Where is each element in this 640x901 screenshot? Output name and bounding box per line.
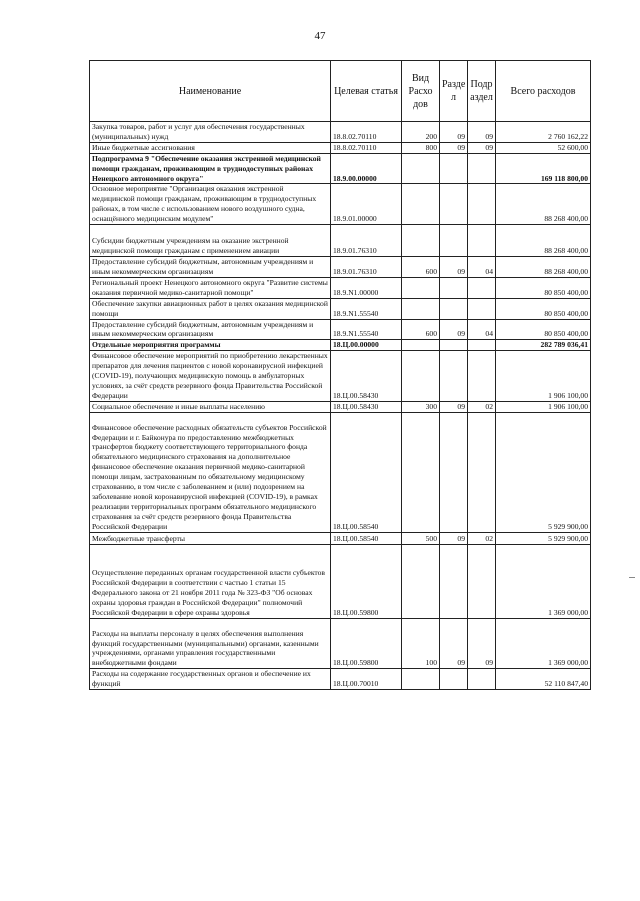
row-expense-type: 600 (402, 319, 440, 340)
table-row (90, 532, 591, 544)
row-section (440, 153, 468, 184)
row-expense-type (402, 412, 440, 532)
row-expense-type (402, 184, 440, 225)
row-name: Межбюджетные трансферты (90, 532, 331, 544)
row-name: Финансовое обеспечение мероприятий по приобретению лекарственных препаратов для лечения пациентов с новой коронавирусной инфекцией (COVID-19), получающих медицинскую помощь в амбулаторных условиях, за счёт средств резервного фонда Правительства Российской Федерации (90, 351, 331, 402)
table-row (90, 277, 591, 298)
budget-table (89, 60, 591, 690)
row-subsection: 02 (468, 532, 496, 544)
row-target-article: 18.9.01.00000 (331, 184, 402, 225)
row-amount: 5 929 900,00 (496, 412, 591, 532)
table-row (90, 298, 591, 319)
row-target-article: 18.Ц.00.70010 (331, 669, 402, 690)
header-target-article: Целевая статья (331, 61, 402, 122)
table-row (90, 401, 591, 412)
row-target-article: 18.9.N1.55540 (331, 319, 402, 340)
row-section: 09 (440, 401, 468, 412)
row-section (440, 298, 468, 319)
row-expense-type (402, 277, 440, 298)
header-section: Разде л (440, 61, 468, 122)
table-row (90, 257, 591, 278)
row-name: Основное мероприятие "Организация оказания экстренной медицинской помощи гражданам, проживающим в труднодоступных районах, в том числе с использованием нового воздушного судна, оснащённого медицинским модулем" (90, 184, 331, 225)
row-amount: 52 600,00 (496, 142, 591, 153)
row-expense-type: 500 (402, 532, 440, 544)
row-section (440, 225, 468, 257)
row-amount: 2 760 162,22 (496, 122, 591, 143)
row-subsection: 09 (468, 122, 496, 143)
row-target-article: 18.Ц.00.59800 (331, 544, 402, 618)
header-subsection: Подр аздел (468, 61, 496, 122)
row-subsection (468, 277, 496, 298)
row-target-article: 18.9.N1.55540 (331, 298, 402, 319)
row-amount: 1 369 000,00 (496, 618, 591, 669)
row-amount: 88 268 400,00 (496, 184, 591, 225)
row-section (440, 669, 468, 690)
row-name: Субсидии бюджетным учреждениям на оказание экстренной медицинской помощи гражданам с применением авиации (90, 225, 331, 257)
row-subsection (468, 412, 496, 532)
row-subsection: 09 (468, 142, 496, 153)
row-target-article: 18.9.01.76310 (331, 225, 402, 257)
row-expense-type: 300 (402, 401, 440, 412)
row-subsection (468, 225, 496, 257)
row-section: 09 (440, 257, 468, 278)
row-section (440, 412, 468, 532)
row-amount: 1 369 000,00 (496, 544, 591, 618)
row-name: Расходы на выплаты персоналу в целях обеспечения выполнения функций государственными (муниципальными) органами, казенными учреждениями, органами управления государственными внебюджетными фондами (90, 618, 331, 669)
row-section (440, 351, 468, 402)
row-expense-type: 100 (402, 618, 440, 669)
row-target-article: 18.Ц.00.58430 (331, 351, 402, 402)
row-amount: 169 118 800,00 (496, 153, 591, 184)
row-section: 09 (440, 319, 468, 340)
table-row (90, 142, 591, 153)
row-expense-type (402, 340, 440, 351)
row-expense-type: 800 (402, 142, 440, 153)
row-amount: 1 906 100,00 (496, 401, 591, 412)
row-subsection (468, 669, 496, 690)
row-target-article: 18.Ц.00.58430 (331, 401, 402, 412)
row-subsection (468, 544, 496, 618)
row-subsection: 02 (468, 401, 496, 412)
row-name: Отдельные мероприятия программы (90, 340, 331, 351)
row-expense-type (402, 669, 440, 690)
row-name: Финансовое обеспечение расходных обязательств субъектов Российской Федерации и г. Байконура по предоставлению межбюджетных трансфертов бюджету соответствующего территориального фонда обязательного медицинского страхования на дополнительное финансовое обеспечение оказания первичной медико-санитарной помощи лицам, застрахованным по обязательному медицинскому страхованию, в том числе с заболеванием и (или) подозрением на заболевание новой коронавирусной инфекцией (COVID-19), в рамках реализации территориальных программ обязательного медицинского страхования за счёт средств резервного фонда Правительства Российской Федерации (90, 412, 331, 532)
row-target-article: 18.Ц.00.58540 (331, 532, 402, 544)
row-name: Иные бюджетные ассигнования (90, 142, 331, 153)
row-expense-type (402, 225, 440, 257)
row-amount: 88 268 400,00 (496, 225, 591, 257)
row-expense-type (402, 153, 440, 184)
row-name: Социальное обеспечение и иные выплаты населению (90, 401, 331, 412)
row-subsection: 04 (468, 319, 496, 340)
row-section: 09 (440, 122, 468, 143)
margin-mark (629, 577, 635, 578)
row-expense-type: 600 (402, 257, 440, 278)
header-name: Наименование (90, 61, 331, 122)
row-amount: 282 789 036,41 (496, 340, 591, 351)
row-amount: 52 110 847,40 (496, 669, 591, 690)
table-header-row (90, 61, 591, 122)
row-amount: 80 850 400,00 (496, 298, 591, 319)
row-subsection: 09 (468, 618, 496, 669)
row-section (440, 340, 468, 351)
row-name: Осуществление переданных органам государственной власти субъектов Российской Федерации в соответствии с частью 1 статьи 15 Федерального закона от 21 ноября 2011 года № 323-ФЗ "Об основах охраны здоровья граждан в Российской Федерации" полномочий Российской Федерации в сфере охраны здоровья (90, 544, 331, 618)
table-row (90, 319, 591, 340)
page-number: 47 (314, 30, 326, 42)
row-section: 09 (440, 618, 468, 669)
table-row (90, 544, 591, 618)
row-section: 09 (440, 142, 468, 153)
row-name: Расходы на содержание государственных органов и обеспечение их функций (90, 669, 331, 690)
header-expense-type: Вид Расхо дов (402, 61, 440, 122)
row-expense-type: 200 (402, 122, 440, 143)
table-row (90, 153, 591, 184)
row-expense-type (402, 544, 440, 618)
row-amount: 88 268 400,00 (496, 257, 591, 278)
row-section (440, 184, 468, 225)
row-amount: 80 850 400,00 (496, 277, 591, 298)
row-amount: 5 929 900,00 (496, 532, 591, 544)
table-row (90, 351, 591, 402)
row-name: Обеспечение закупки авиационных работ в целях оказания медицинской помощи (90, 298, 331, 319)
row-subsection (468, 298, 496, 319)
row-name: Закупка товаров, работ и услуг для обеспечения государственных (муниципальных) нужд (90, 122, 331, 143)
row-target-article: 18.9.00.00000 (331, 153, 402, 184)
table-row (90, 618, 591, 669)
row-target-article: 18.Ц.00.59800 (331, 618, 402, 669)
row-name: Подпрограмма 9 "Обеспечение оказания экстренной медицинской помощи гражданам, проживающим в труднодоступных районах Ненецкого автономного округа" (90, 153, 331, 184)
table-row (90, 669, 591, 690)
header-total: Всего расходов (496, 61, 591, 122)
table-body (90, 122, 591, 690)
row-subsection (468, 184, 496, 225)
table-row (90, 122, 591, 143)
row-target-article: 18.Ц.00.58540 (331, 412, 402, 532)
table-row (90, 412, 591, 532)
row-subsection: 04 (468, 257, 496, 278)
row-target-article: 18.Ц.00.00000 (331, 340, 402, 351)
row-target-article: 18.8.02.70110 (331, 142, 402, 153)
table-row (90, 340, 591, 351)
row-target-article: 18.8.02.70110 (331, 122, 402, 143)
row-amount: 1 906 100,00 (496, 351, 591, 402)
table-row (90, 225, 591, 257)
row-subsection (468, 351, 496, 402)
row-name: Предоставление субсидий бюджетным, автономным учреждениям и иным некоммерческим организациям (90, 257, 331, 278)
row-target-article: 18.9.N1.00000 (331, 277, 402, 298)
row-target-article: 18.9.01.76310 (331, 257, 402, 278)
row-expense-type (402, 351, 440, 402)
row-section (440, 544, 468, 618)
row-amount: 80 850 400,00 (496, 319, 591, 340)
row-name: Региональный проект Ненецкого автономного округа "Развитие системы оказания первичной медико-санитарной помощи" (90, 277, 331, 298)
table-row (90, 184, 591, 225)
row-expense-type (402, 298, 440, 319)
row-subsection (468, 153, 496, 184)
row-section (440, 277, 468, 298)
row-section: 09 (440, 532, 468, 544)
row-subsection (468, 340, 496, 351)
row-name: Предоставление субсидий бюджетным, автономным учреждениям и иным некоммерческим организациям (90, 319, 331, 340)
